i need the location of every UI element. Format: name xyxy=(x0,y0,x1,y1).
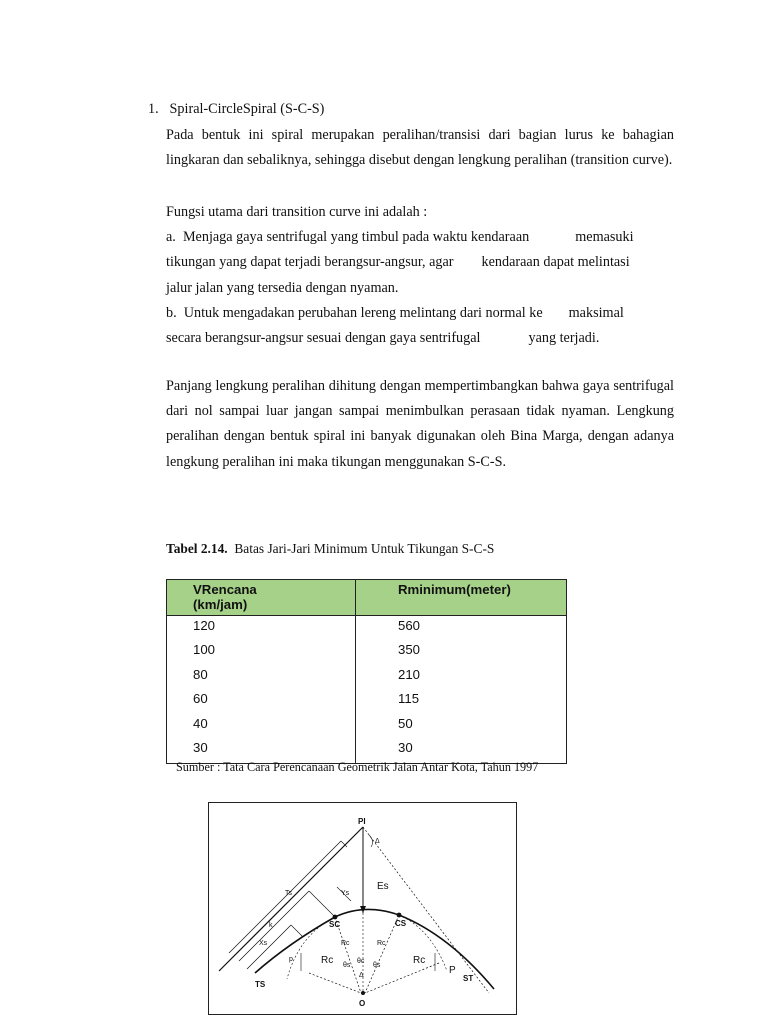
delta-label: Δ xyxy=(375,838,380,845)
pi-label: PI xyxy=(358,817,366,826)
scs-diagram xyxy=(209,803,516,1014)
center-point xyxy=(361,991,365,995)
rc-label-right: Rc xyxy=(413,955,426,966)
item-a-line2: tikungan yang dapat terjadi berangsur-angsur, agar xyxy=(166,254,454,271)
radius-cell: 210 xyxy=(356,666,567,690)
center-label: O xyxy=(359,999,366,1008)
table-caption-text: Batas Jari-Jari Minimum Untuk Tikungan S-C-S xyxy=(234,541,495,556)
xs-label: Xs xyxy=(259,940,268,947)
section-heading xyxy=(148,101,324,118)
header-rminimum: Rminimum(meter) xyxy=(356,580,567,616)
p-label-left: p xyxy=(289,956,293,963)
item-a-line1-end: memasuki xyxy=(575,229,634,246)
item-a-line1: a. Menjaga gaya sentrifugal yang timbul pada waktu kendaraan xyxy=(166,229,530,246)
speed-cell: 30 xyxy=(167,739,356,764)
sc-label: SC xyxy=(329,920,341,929)
rc-label-left: Rc xyxy=(321,955,334,966)
table-caption-label: Tabel 2.14. xyxy=(166,541,228,556)
delta-c-label: Δ xyxy=(359,972,364,979)
tick-sc xyxy=(309,891,335,917)
radius-cell: 30 xyxy=(356,739,567,764)
header-vrencana xyxy=(167,580,356,616)
ts-length-label: Ts xyxy=(285,890,292,897)
table-caption xyxy=(166,541,494,557)
item-b-line2: secara berangsur-angsur sesuai dengan gaya sentrifugal xyxy=(166,330,481,347)
cs-label: CS xyxy=(395,919,407,928)
ts-point-label: TS xyxy=(255,980,266,989)
function-intro: Fungsi utama dari transition curve ini adalah : xyxy=(166,204,428,220)
table-row xyxy=(167,641,567,665)
speed-cell: 100 xyxy=(167,641,356,665)
tick-k xyxy=(291,925,303,937)
intro-paragraph: Pada bentuk ini spiral merupakan peralihan/transisi dari bagian lurus ke bahagian lingkaran dan sebaliknya, sehingga disebut dengan lengkung peralihan (transition curve). xyxy=(166,127,674,169)
radius-cell: 350 xyxy=(356,641,567,665)
cs-point xyxy=(397,913,402,918)
k-label: k xyxy=(269,922,273,929)
table-row xyxy=(167,616,567,642)
theta-s-left-label: θs xyxy=(343,962,351,969)
radius-cell: 115 xyxy=(356,690,567,714)
theta-c-label: θc xyxy=(357,958,365,965)
speed-cell: 80 xyxy=(167,666,356,690)
radius-table xyxy=(166,579,567,764)
item-b-line2-end: yang terjadi. xyxy=(528,330,600,347)
p-label-right: P xyxy=(449,965,456,976)
rc-label-inner-right: Rc xyxy=(377,940,386,947)
speed-cell: 120 xyxy=(167,616,356,642)
dim-line-ts xyxy=(229,841,341,953)
circle-extension-left xyxy=(287,917,335,979)
item-b-line1-end: maksimal xyxy=(568,304,624,321)
list-item-a xyxy=(166,225,674,301)
header-vrencana-line2: (km/jam) xyxy=(193,597,248,612)
scs-curve xyxy=(255,909,494,989)
speed-cell: 40 xyxy=(167,715,356,739)
radius-ts xyxy=(309,973,361,993)
st-point-label: ST xyxy=(463,974,474,983)
ys-label: Ys xyxy=(341,890,350,897)
function-list xyxy=(166,200,674,351)
delta-arc xyxy=(369,835,373,847)
tangent-left xyxy=(219,827,363,971)
list-item-b xyxy=(166,301,674,351)
radius-cell: 560 xyxy=(356,616,567,642)
sc-point xyxy=(333,915,338,920)
transition-paragraph: Panjang lengkung peralihan dihitung dengan mempertimbangkan bahwa gaya sentrifugal dari nol sampai luar jangan sampai menimbulkan perasaan tidak nyaman. Lengkung peralihan dengan bentuk spiral ini banyak digunakan oleh Bina Marga, dengan adanya lengkung peralihan ini maka tikungan menggunakan S-C-S. xyxy=(166,378,674,470)
table-row xyxy=(167,715,567,739)
dim-line-k xyxy=(239,891,309,961)
table-row xyxy=(167,666,567,690)
item-a-line3: jalur jalan yang tersedia dengan nyaman. xyxy=(166,279,399,296)
speed-cell: 60 xyxy=(167,690,356,714)
table-row xyxy=(167,690,567,714)
es-label: Es xyxy=(377,881,389,892)
section-number: 1. xyxy=(148,101,159,117)
theta-s-right-label: θs xyxy=(373,962,381,969)
table-source: Sumber : Tata Cara Perencanaan Geometrik Jalan Antar Kota, Tahun 1997 xyxy=(176,760,539,774)
rc-label-inner-left: Rc xyxy=(341,940,350,947)
radius-cell: 50 xyxy=(356,715,567,739)
item-b-line1: b. Untuk mengadakan perubahan lereng melintang dari normal ke xyxy=(166,304,543,321)
item-a-line2-end: kendaraan dapat melintasi xyxy=(481,254,630,271)
section-title: Spiral-CircleSpiral (S-C-S) xyxy=(169,101,325,117)
dim-line-xs xyxy=(247,925,291,969)
header-vrencana-line1: VRencana xyxy=(193,582,257,597)
table-header-row xyxy=(167,580,567,616)
scs-curve-figure xyxy=(208,802,517,1015)
